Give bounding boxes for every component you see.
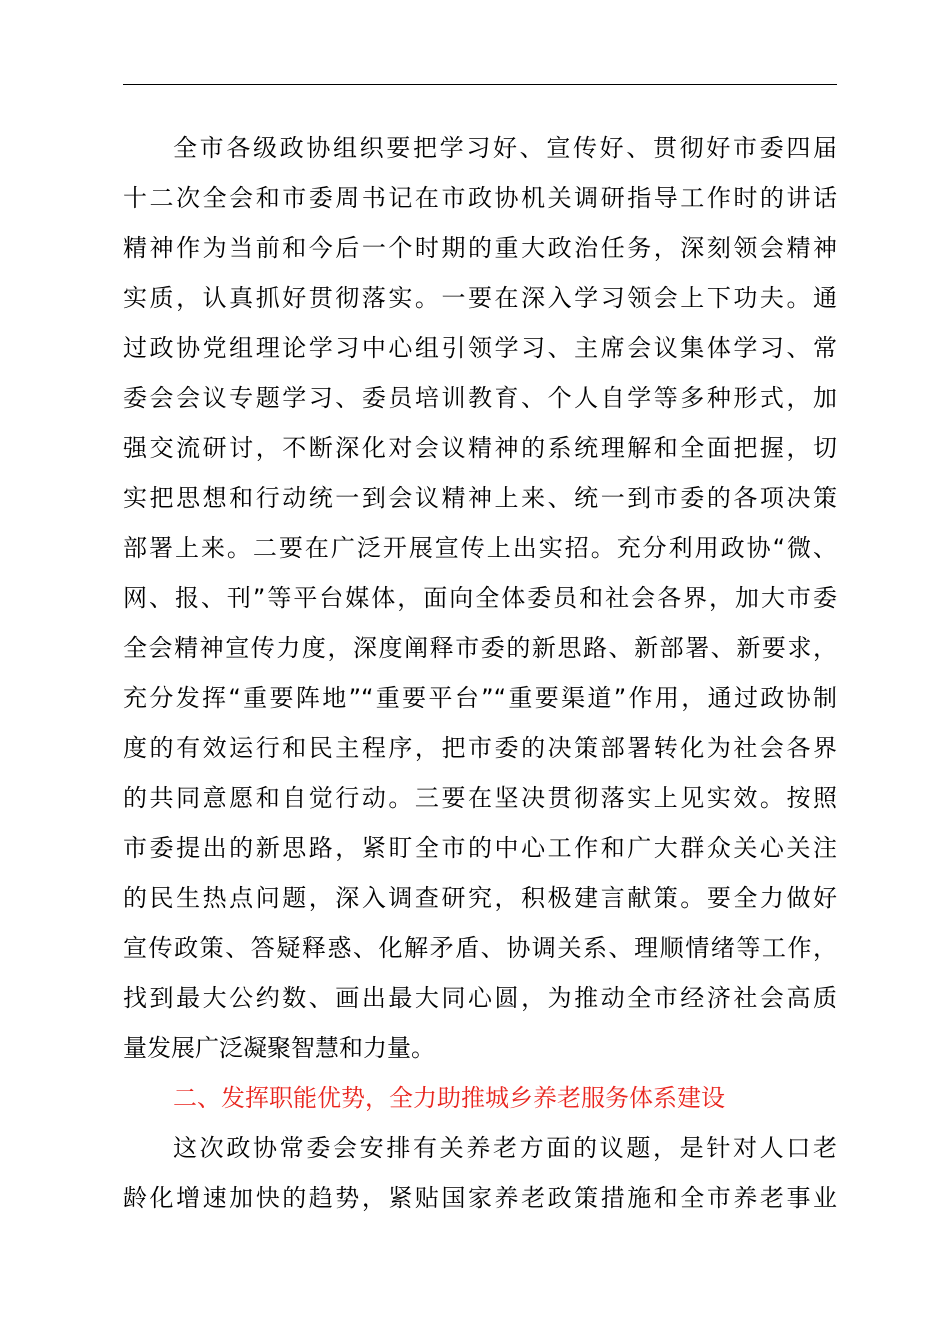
paragraph-1-line-1: 全市各级政协组织要把学习好、宣传好、贯彻好市委四届 — [173, 134, 837, 162]
paragraph-1-line-6: 委会会议专题学习、委员培训教育、个人自学等多种形式，加 — [123, 384, 837, 412]
paragraph-1-line-4: 实质，认真抓好贯彻落实。一要在深入学习领会上下功夫。通 — [123, 284, 837, 312]
paragraph-1-line-5: 过政协党组理论学习中心组引领学习、主席会议集体学习、常 — [123, 334, 837, 362]
paragraph-2-line-2: 龄化增速加快的趋势，紧贴国家养老政策措施和全市养老事业 — [123, 1184, 837, 1212]
paragraph-1-line-10: 网、报、刊”等平台媒体，面向全体委员和社会各界，加大市委 — [123, 584, 837, 612]
paragraph-1-line-18: 找到最大公约数、画出最大同心圆，为推动全市经济社会高质 — [123, 984, 837, 1012]
section-heading: 二、发挥职能优势，全力助推城乡养老服务体系建设 — [173, 1084, 725, 1112]
header-rule — [123, 84, 837, 85]
paragraph-1-line-19: 量发展广泛凝聚智慧和力量。 — [123, 1034, 435, 1062]
paragraph-1-line-16: 的民生热点问题，深入调查研究，积极建言献策。要全力做好 — [123, 884, 837, 912]
paragraph-1-line-3: 精神作为当前和今后一个时期的重大政治任务，深刻领会精神 — [123, 234, 837, 262]
paragraph-1-line-2: 十二次全会和市委周书记在市政协机关调研指导工作时的讲话 — [123, 184, 837, 212]
paragraph-1-line-8: 实把思想和行动统一到会议精神上来、统一到市委的各项决策 — [123, 484, 837, 512]
paragraph-2-line-1: 这次政协常委会安排有关养老方面的议题，是针对人口老 — [173, 1134, 837, 1162]
paragraph-1-line-14: 的共同意愿和自觉行动。三要在坚决贯彻落实上见实效。按照 — [123, 784, 837, 812]
paragraph-1-line-15: 市委提出的新思路，紧盯全市的中心工作和广大群众关心关注 — [123, 834, 837, 862]
paragraph-1-line-13: 度的有效运行和民主程序，把市委的决策部署转化为社会各界 — [123, 734, 837, 762]
paragraph-1-line-7: 强交流研讨，不断深化对会议精神的系统理解和全面把握，切 — [123, 434, 837, 462]
paragraph-1-line-12: 充分发挥“重要阵地”“重要平台”“重要渠道”作用，通过政协制 — [123, 684, 837, 712]
paragraph-1-line-11: 全会精神宣传力度，深度阐释市委的新思路、新部署、新要求， — [123, 634, 837, 662]
paragraph-1-line-17: 宣传政策、答疑释惑、化解矛盾、协调关系、理顺情绪等工作， — [123, 934, 837, 962]
paragraph-1-line-9: 部署上来。二要在广泛开展宣传上出实招。充分利用政协“微、 — [123, 534, 837, 562]
